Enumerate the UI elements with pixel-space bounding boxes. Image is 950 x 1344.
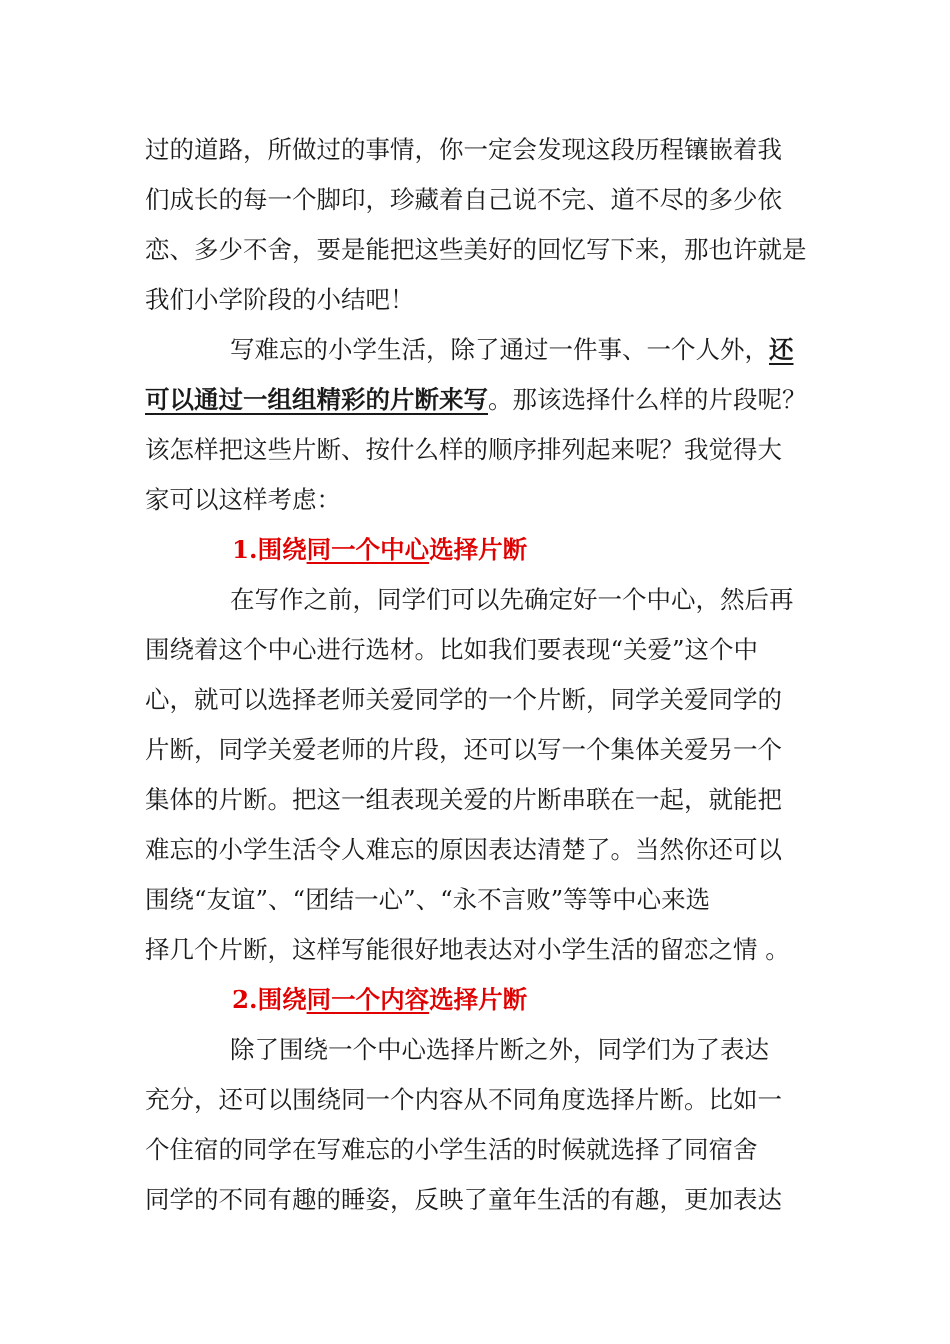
paragraph-line: 择几个片断，这样写能很好地表达对小学生活的留恋之情 。 — [145, 935, 790, 964]
heading-underlined: 同一个内容 — [306, 985, 430, 1014]
paragraph-line: 过的道路，所做过的事情，你一定会发现这段历程镶嵌着我 — [145, 135, 782, 164]
heading-suffix: 选择片断 — [429, 535, 528, 564]
section-heading — [232, 983, 902, 1017]
paragraph-line: 围绕着这个中心进行选材。比如我们要表现“关爱”这个中 — [145, 635, 759, 664]
paragraph-line: 集体的片断。把这一组表现关爱的片断串联在一起，就能把 — [145, 785, 782, 814]
paragraph-line: 家可以这样考虑： — [145, 485, 341, 514]
paragraph-line: 个住宿的同学在写难忘的小学生活的时候就选择了同宿舍 — [145, 1135, 758, 1164]
paragraph-text: 。那该选择什么样的片段呢？ — [488, 385, 807, 414]
heading-underlined: 同一个中心 — [306, 535, 430, 564]
paragraph-line: 我们小学阶段的小结吧！ — [145, 285, 415, 314]
paragraph-line: 围绕“友谊”、“团结一心”、“永不言败”等等中心来选 — [145, 885, 711, 914]
paragraph-line: 心，就可以选择老师关爱同学的一个片断，同学关爱同学的 — [145, 685, 782, 714]
paragraph-line: 同学的不同有趣的睡姿，反映了童年生活的有趣，更加表达 — [145, 1185, 782, 1214]
paragraph-line — [145, 383, 815, 417]
heading-prefix: 1.围绕 — [232, 535, 307, 564]
heading-prefix: 2.围绕 — [232, 985, 307, 1014]
heading-suffix: 选择片断 — [429, 985, 528, 1014]
paragraph-line — [230, 333, 900, 367]
emphasized-text: 可以通过一组组精彩的片断来写 — [145, 385, 488, 414]
paragraph-line: 难忘的小学生活令人难忘的原因表达清楚了。当然你还可以 — [145, 835, 782, 864]
paragraph-line: 充分，还可以围绕同一个内容从不同角度选择片断。比如一 — [145, 1085, 782, 1114]
paragraph-text: 写难忘的小学生活，除了通过一件事、一个人外， — [230, 335, 769, 364]
paragraph-line: 片断，同学关爱老师的片段，还可以写一个集体关爱另一个 — [145, 735, 782, 764]
paragraph-line: 在写作之前，同学们可以先确定好一个中心，然后再 — [230, 585, 794, 614]
emphasized-text: 还 — [769, 335, 794, 364]
paragraph-line: 恋、多少不舍，要是能把这些美好的回忆写下来，那也许就是 — [145, 235, 807, 264]
section-heading — [232, 533, 902, 567]
paragraph-line: 们成长的每一个脚印，珍藏着自己说不完、道不尽的多少依 — [145, 185, 782, 214]
paragraph-line: 除了围绕一个中心选择片断之外，同学们为了表达 — [230, 1035, 769, 1064]
paragraph-line: 该怎样把这些片断、按什么样的顺序排列起来呢？我觉得大 — [145, 435, 782, 464]
